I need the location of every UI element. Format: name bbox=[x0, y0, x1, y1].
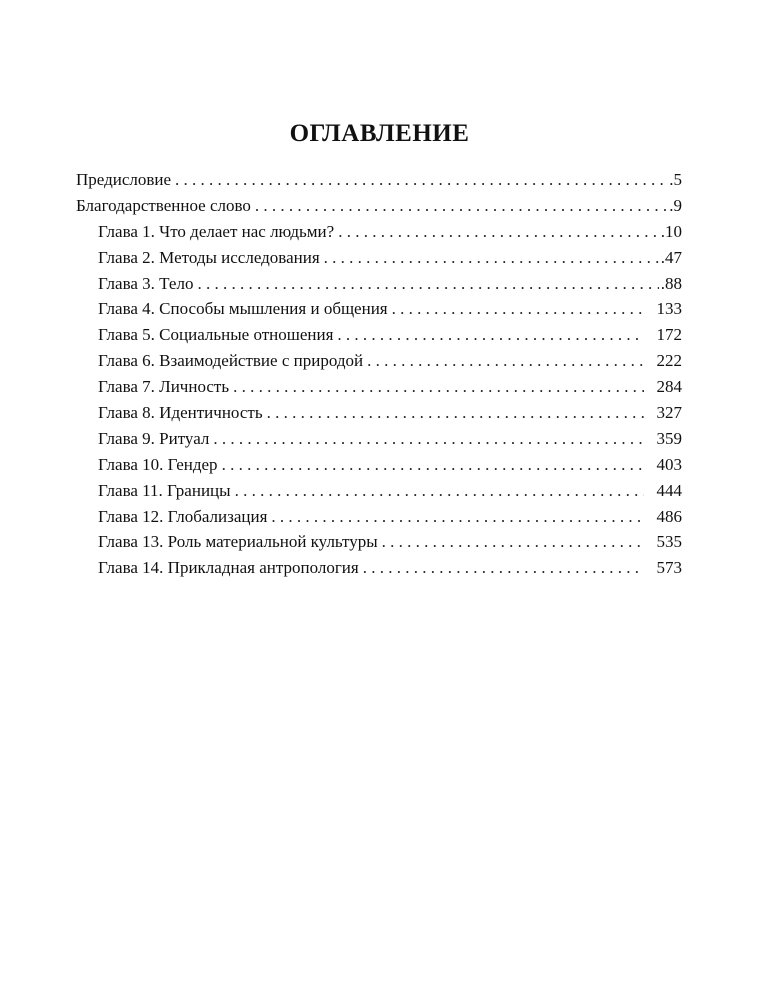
dot-leader bbox=[255, 193, 667, 219]
dot-leader bbox=[382, 529, 644, 555]
toc-entry-label: Глава 12. Глобализация bbox=[98, 506, 268, 526]
toc-entry-page: 573 bbox=[656, 558, 682, 578]
toc-entry-preface[interactable] bbox=[76, 167, 682, 193]
toc-entry-label: Глава 10. Гендер bbox=[98, 454, 218, 474]
toc-entry-chapter-12[interactable] bbox=[76, 504, 682, 530]
toc-entry-label: Глава 14. Прикладная антропология bbox=[98, 558, 359, 578]
toc-entry-label: Глава 5. Социальные отношения bbox=[98, 325, 334, 345]
dot-leader bbox=[233, 374, 644, 400]
dot-leader bbox=[222, 452, 644, 478]
toc-entry-label: Глава 3. Тело bbox=[98, 273, 194, 293]
toc-entry-page: 444 bbox=[656, 480, 682, 500]
toc-entry-label: Глава 6. Взаимодействие с природой bbox=[98, 351, 364, 371]
toc-entry-chapter-2[interactable] bbox=[76, 245, 682, 271]
dot-leader bbox=[324, 245, 659, 271]
toc-entry-chapter-6[interactable] bbox=[76, 348, 682, 374]
toc-entry-label: Глава 9. Ритуал bbox=[98, 428, 210, 448]
toc-entry-label: Предисловие bbox=[76, 170, 172, 189]
toc-entry-page: 403 bbox=[656, 454, 682, 474]
toc-entry-chapter-3[interactable] bbox=[76, 271, 682, 297]
toc-entry-chapter-1[interactable] bbox=[76, 219, 682, 245]
dot-leader bbox=[235, 478, 644, 504]
dot-leader bbox=[337, 322, 644, 348]
toc-entry-chapter-7[interactable] bbox=[76, 374, 682, 400]
toc-entry-chapter-13[interactable] bbox=[76, 529, 682, 555]
dot-leader bbox=[338, 219, 659, 245]
toc-entry-chapter-9[interactable] bbox=[76, 426, 682, 452]
toc-entry-chapter-4[interactable] bbox=[76, 296, 682, 322]
dot-leader bbox=[271, 504, 644, 530]
toc-entry-page: 359 bbox=[656, 428, 682, 448]
table-of-contents bbox=[76, 167, 682, 581]
dot-leader bbox=[175, 167, 667, 193]
toc-entry-page: .5 bbox=[669, 170, 682, 189]
toc-entry-chapter-14[interactable] bbox=[76, 555, 682, 581]
toc-entry-page: 327 bbox=[656, 403, 682, 423]
dot-leader bbox=[267, 400, 644, 426]
toc-entry-label: Глава 2. Методы исследования bbox=[98, 247, 320, 267]
toc-entry-page: 133 bbox=[656, 299, 682, 319]
toc-entry-chapter-10[interactable] bbox=[76, 452, 682, 478]
dot-leader bbox=[197, 271, 658, 297]
toc-entry-chapter-5[interactable] bbox=[76, 322, 682, 348]
toc-entry-page: .47 bbox=[660, 247, 682, 267]
toc-entry-label: Глава 11. Границы bbox=[98, 480, 231, 500]
dot-leader bbox=[392, 296, 644, 322]
toc-entry-chapter-11[interactable] bbox=[76, 478, 682, 504]
toc-entry-label: Глава 4. Способы мышления и общения bbox=[98, 299, 388, 319]
toc-entry-label: Благодарственное слово bbox=[76, 195, 251, 215]
toc-entry-label: Глава 1. Что делает нас людьми? bbox=[98, 221, 335, 241]
toc-entry-label: Глава 7. Личность bbox=[98, 377, 230, 397]
toc-entry-chapter-8[interactable] bbox=[76, 400, 682, 426]
toc-entry-page: 172 bbox=[656, 325, 682, 345]
toc-entry-page: .10 bbox=[660, 221, 682, 241]
toc-entry-page: 535 bbox=[656, 532, 682, 552]
dot-leader bbox=[367, 348, 644, 374]
toc-entry-label: Глава 13. Роль материальной культуры bbox=[98, 532, 378, 552]
toc-entry-page: 486 bbox=[656, 506, 682, 526]
toc-entry-page: 222 bbox=[656, 351, 682, 371]
page-title: ОГЛАВЛЕНИЕ bbox=[289, 120, 470, 147]
toc-entry-page: 284 bbox=[656, 377, 682, 397]
toc-entry-page: .9 bbox=[669, 195, 682, 215]
toc-entry-acknowledgements[interactable] bbox=[76, 193, 682, 219]
dot-leader bbox=[363, 555, 644, 581]
toc-entry-label: Глава 8. Идентичность bbox=[98, 403, 263, 423]
dot-leader bbox=[213, 426, 644, 452]
toc-entry-page: .88 bbox=[660, 273, 682, 293]
